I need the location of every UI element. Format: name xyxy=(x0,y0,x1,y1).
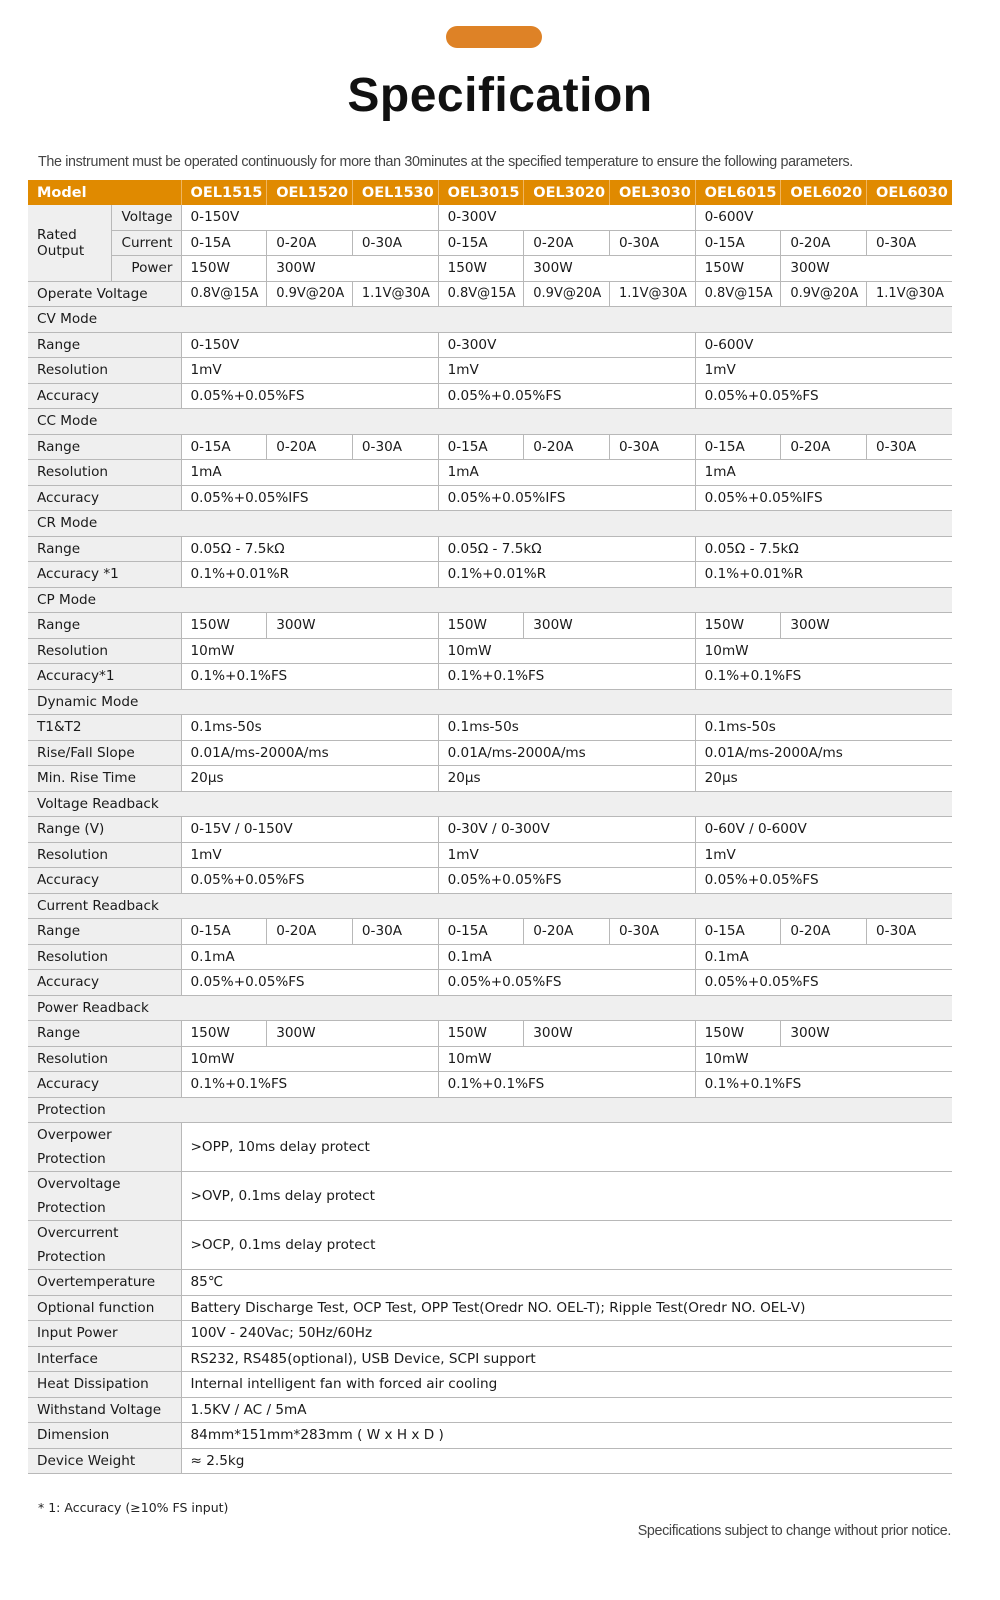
header-model: OEL6030 xyxy=(867,180,953,205)
row-label: Heat Dissipation xyxy=(28,1372,181,1398)
value-cell: 0.1%+0.1%FS xyxy=(438,664,695,690)
footnote: * 1: Accuracy (≥10% FS input) xyxy=(38,1500,229,1515)
value-cell: RS232, RS485(optional), USB Device, SCPI support xyxy=(181,1346,952,1372)
row-label: Range xyxy=(28,332,181,358)
row-sublabel: Current xyxy=(111,230,181,256)
value-cell: 0-30A xyxy=(867,434,953,460)
value-cell: 0-20A xyxy=(781,434,867,460)
value-cell: 0.9V@20A xyxy=(267,281,353,307)
row-label: Resolution xyxy=(28,944,181,970)
row-label: Accuracy*1 xyxy=(28,664,181,690)
value-cell: 0-30A xyxy=(352,230,438,256)
value-cell: 300W xyxy=(267,613,438,639)
value-cell: 0.05%+0.05%FS xyxy=(181,868,438,894)
value-cell: 1mV xyxy=(438,358,695,384)
value-cell: 0-300V xyxy=(438,332,695,358)
protection-ovp-row xyxy=(28,1172,952,1221)
cp-resolution-row xyxy=(28,638,952,664)
value-cell: 20μs xyxy=(438,766,695,792)
general-row xyxy=(28,1346,952,1372)
value-cell: 0.05%+0.05%FS xyxy=(181,383,438,409)
value-cell: 100V - 240Vac; 50Hz/60Hz xyxy=(181,1321,952,1347)
value-cell: 1mA xyxy=(438,460,695,486)
row-label: Input Power xyxy=(28,1321,181,1347)
value-cell: 10mW xyxy=(181,1046,438,1072)
value-cell: 150W xyxy=(181,613,267,639)
value-cell: 10mW xyxy=(181,638,438,664)
rated-voltage-row xyxy=(28,205,952,230)
value-cell: 0.05%+0.05%FS xyxy=(695,383,952,409)
pr-accuracy-row xyxy=(28,1072,952,1098)
row-label: Range xyxy=(28,613,181,639)
value-cell: 0-20A xyxy=(524,230,610,256)
value-cell: 0.05%+0.05%IFS xyxy=(181,485,438,511)
cr2-resolution-row xyxy=(28,944,952,970)
vr-accuracy-row xyxy=(28,868,952,894)
section-title: Dynamic Mode xyxy=(28,689,952,715)
value-cell: 85℃ xyxy=(181,1270,952,1296)
value-cell: 1.1V@30A xyxy=(352,281,438,307)
general-row xyxy=(28,1295,952,1321)
footer-note: Specifications subject to change without prior notice. xyxy=(637,1523,951,1539)
section-title: Voltage Readback xyxy=(28,791,952,817)
value-cell: 0-15A xyxy=(181,230,267,256)
value-cell: 0.05%+0.05%FS xyxy=(438,383,695,409)
general-row xyxy=(28,1397,952,1423)
value-cell: 1mV xyxy=(181,358,438,384)
row-label: Accuracy xyxy=(28,485,181,511)
value-cell: >OVP, 0.1ms delay protect xyxy=(181,1172,952,1221)
value-cell: 0.05%+0.05%FS xyxy=(695,868,952,894)
row-label: Min. Rise Time xyxy=(28,766,181,792)
section-dynamic-mode xyxy=(28,689,952,715)
value-cell: 84mm*151mm*283mm ( W x H x D ) xyxy=(181,1423,952,1449)
cr-range-row xyxy=(28,536,952,562)
value-cell: 0-600V xyxy=(695,332,952,358)
value-cell: 0-30A xyxy=(352,919,438,945)
row-label: Range xyxy=(28,536,181,562)
value-cell: 150W xyxy=(695,1021,781,1047)
value-cell: 0.1%+0.01%R xyxy=(438,562,695,588)
value-cell: 0-15A xyxy=(181,434,267,460)
value-cell: 0.8V@15A xyxy=(181,281,267,307)
value-cell: 0-30A xyxy=(609,919,695,945)
value-cell: 1.5KV / AC / 5mA xyxy=(181,1397,952,1423)
section-title: Power Readback xyxy=(28,995,952,1021)
section-voltage-readback xyxy=(28,791,952,817)
value-cell: 0-150V xyxy=(181,205,438,230)
header-model: OEL1515 xyxy=(181,180,267,205)
value-cell: 20μs xyxy=(181,766,438,792)
value-cell: 0-60V / 0-600V xyxy=(695,817,952,843)
value-cell: 10mW xyxy=(695,1046,952,1072)
value-cell: 1mV xyxy=(695,358,952,384)
value-cell: 0-15A xyxy=(438,230,524,256)
value-cell: 0.1%+0.1%FS xyxy=(181,664,438,690)
value-cell: 0.05Ω - 7.5kΩ xyxy=(695,536,952,562)
value-cell: 300W xyxy=(267,256,438,282)
section-title: CP Mode xyxy=(28,587,952,613)
vr-range-row xyxy=(28,817,952,843)
value-cell: 0-15A xyxy=(695,434,781,460)
value-cell: 0.1%+0.01%R xyxy=(181,562,438,588)
row-label: Accuracy xyxy=(28,1072,181,1098)
section-title: CC Mode xyxy=(28,409,952,435)
value-cell: 0.05Ω - 7.5kΩ xyxy=(181,536,438,562)
value-cell: 0.1%+0.1%FS xyxy=(181,1072,438,1098)
value-cell: 150W xyxy=(438,256,524,282)
row-label: Operate Voltage xyxy=(28,281,181,307)
cc-resolution-row xyxy=(28,460,952,486)
value-cell: 300W xyxy=(524,1021,695,1047)
pr-range-row xyxy=(28,1021,952,1047)
value-cell: 0.1ms-50s xyxy=(695,715,952,741)
header-model: OEL6015 xyxy=(695,180,781,205)
section-current-readback xyxy=(28,893,952,919)
value-cell: 0-20A xyxy=(267,434,353,460)
value-cell: 1mA xyxy=(695,460,952,486)
value-cell: 150W xyxy=(438,1021,524,1047)
value-cell: 150W xyxy=(438,613,524,639)
value-cell: Battery Discharge Test, OCP Test, OPP Test(Oredr NO. OEL-T); Ripple Test(Oredr NO. OEL-V) xyxy=(181,1295,952,1321)
value-cell: 0.05Ω - 7.5kΩ xyxy=(438,536,695,562)
rated-output-label: Rated Output xyxy=(28,205,111,281)
value-cell: 0.1mA xyxy=(181,944,438,970)
value-cell: 300W xyxy=(781,256,952,282)
value-cell: 1mV xyxy=(438,842,695,868)
row-label: Optional function xyxy=(28,1295,181,1321)
value-cell: ≈ 2.5kg xyxy=(181,1448,952,1474)
section-power-readback xyxy=(28,995,952,1021)
value-cell: 300W xyxy=(524,613,695,639)
intro-text: The instrument must be operated continuously for more than 30minutes at the specified temperature to ensure the following parameters. xyxy=(38,154,853,170)
cv-range-row xyxy=(28,332,952,358)
header-model-label: Model xyxy=(28,180,181,205)
row-label: Dimension xyxy=(28,1423,181,1449)
value-cell: 0-30A xyxy=(867,919,953,945)
row-label: Overcurrent Protection xyxy=(28,1221,181,1270)
row-label: Range xyxy=(28,434,181,460)
value-cell: 0.8V@15A xyxy=(695,281,781,307)
value-cell: 0.1%+0.1%FS xyxy=(695,664,952,690)
cc-accuracy-row xyxy=(28,485,952,511)
value-cell: 0.05%+0.05%IFS xyxy=(695,485,952,511)
row-label: Withstand Voltage xyxy=(28,1397,181,1423)
section-cv-mode xyxy=(28,307,952,333)
value-cell: 0.1%+0.01%R xyxy=(695,562,952,588)
cp-accuracy-row xyxy=(28,664,952,690)
value-cell: 0-20A xyxy=(267,919,353,945)
value-cell: Internal intelligent fan with forced air cooling xyxy=(181,1372,952,1398)
cc-range-row xyxy=(28,434,952,460)
section-cc-mode xyxy=(28,409,952,435)
cv-resolution-row xyxy=(28,358,952,384)
value-cell: 0.1ms-50s xyxy=(438,715,695,741)
value-cell: 300W xyxy=(781,613,952,639)
value-cell: 0.9V@20A xyxy=(781,281,867,307)
value-cell: >OCP, 0.1ms delay protect xyxy=(181,1221,952,1270)
section-title: Current Readback xyxy=(28,893,952,919)
rated-power-row xyxy=(28,256,952,282)
value-cell: 1.1V@30A xyxy=(609,281,695,307)
value-cell: 0-20A xyxy=(524,434,610,460)
value-cell: 0.1%+0.1%FS xyxy=(695,1072,952,1098)
section-cp-mode xyxy=(28,587,952,613)
row-sublabel: Voltage xyxy=(111,205,181,230)
value-cell: 1.1V@30A xyxy=(867,281,953,307)
value-cell: 0.1mA xyxy=(438,944,695,970)
row-label: Resolution xyxy=(28,1046,181,1072)
value-cell: 1mA xyxy=(181,460,438,486)
rated-current-row xyxy=(28,230,952,256)
value-cell: 10mW xyxy=(438,1046,695,1072)
row-label: Resolution xyxy=(28,358,181,384)
section-title: CV Mode xyxy=(28,307,952,333)
header-model: OEL1520 xyxy=(267,180,353,205)
value-cell: 0.9V@20A xyxy=(524,281,610,307)
value-cell: 0.05%+0.05%FS xyxy=(695,970,952,996)
value-cell: 300W xyxy=(781,1021,952,1047)
row-label: Accuracy xyxy=(28,868,181,894)
general-row xyxy=(28,1321,952,1347)
value-cell: 1mV xyxy=(695,842,952,868)
cr2-range-row xyxy=(28,919,952,945)
value-cell: 0-30A xyxy=(352,434,438,460)
row-label: Range xyxy=(28,1021,181,1047)
section-cr-mode xyxy=(28,511,952,537)
value-cell: 0-30A xyxy=(609,434,695,460)
value-cell: 0-30V / 0-300V xyxy=(438,817,695,843)
value-cell: 0-600V xyxy=(695,205,952,230)
value-cell: >OPP, 10ms delay protect xyxy=(181,1123,952,1172)
value-cell: 0.05%+0.05%FS xyxy=(181,970,438,996)
row-label: Overpower Protection xyxy=(28,1123,181,1172)
general-row xyxy=(28,1270,952,1296)
vr-resolution-row xyxy=(28,842,952,868)
cr-accuracy-row xyxy=(28,562,952,588)
value-cell: 0.1ms-50s xyxy=(181,715,438,741)
value-cell: 20μs xyxy=(695,766,952,792)
value-cell: 10mW xyxy=(438,638,695,664)
value-cell: 0.01A/ms-2000A/ms xyxy=(181,740,438,766)
spec-table xyxy=(28,180,952,1474)
general-row xyxy=(28,1423,952,1449)
general-row xyxy=(28,1448,952,1474)
row-label: Rise/Fall Slope xyxy=(28,740,181,766)
section-title: Protection xyxy=(28,1097,952,1123)
value-cell: 0-20A xyxy=(524,919,610,945)
cp-range-row xyxy=(28,613,952,639)
row-label: Accuracy *1 xyxy=(28,562,181,588)
section-title: CR Mode xyxy=(28,511,952,537)
value-cell: 300W xyxy=(524,256,695,282)
value-cell: 0-15A xyxy=(695,919,781,945)
row-label: T1&T2 xyxy=(28,715,181,741)
value-cell: 0-30A xyxy=(609,230,695,256)
row-label: Overtemperature xyxy=(28,1270,181,1296)
value-cell: 0.1%+0.1%FS xyxy=(438,1072,695,1098)
value-cell: 0-15A xyxy=(438,919,524,945)
value-cell: 0.01A/ms-2000A/ms xyxy=(438,740,695,766)
row-label: Accuracy xyxy=(28,383,181,409)
dynamic-t1t2-row xyxy=(28,715,952,741)
value-cell: 0-300V xyxy=(438,205,695,230)
decorative-pill xyxy=(446,26,542,48)
header-model: OEL3015 xyxy=(438,180,524,205)
value-cell: 150W xyxy=(181,256,267,282)
row-label: Range (V) xyxy=(28,817,181,843)
operate-voltage-row xyxy=(28,281,952,307)
row-label: Resolution xyxy=(28,460,181,486)
row-sublabel: Power xyxy=(111,256,181,282)
value-cell: 0.05%+0.05%FS xyxy=(438,868,695,894)
value-cell: 150W xyxy=(695,613,781,639)
row-label: Resolution xyxy=(28,842,181,868)
value-cell: 0.05%+0.05%FS xyxy=(438,970,695,996)
value-cell: 0-20A xyxy=(267,230,353,256)
dynamic-slope-row xyxy=(28,740,952,766)
protection-ocp-row xyxy=(28,1221,952,1270)
value-cell: 0-15A xyxy=(181,919,267,945)
value-cell: 0-20A xyxy=(781,230,867,256)
value-cell: 0-20A xyxy=(781,919,867,945)
pr-resolution-row xyxy=(28,1046,952,1072)
protection-opp-row xyxy=(28,1123,952,1172)
value-cell: 150W xyxy=(695,256,781,282)
section-protection xyxy=(28,1097,952,1123)
value-cell: 0.01A/ms-2000A/ms xyxy=(695,740,952,766)
value-cell: 1mV xyxy=(181,842,438,868)
general-row xyxy=(28,1372,952,1398)
page-title: Specification xyxy=(347,69,653,122)
row-label: Interface xyxy=(28,1346,181,1372)
value-cell: 0.8V@15A xyxy=(438,281,524,307)
value-cell: 0-15A xyxy=(438,434,524,460)
header-row xyxy=(28,180,952,205)
cr2-accuracy-row xyxy=(28,970,952,996)
row-label: Device Weight xyxy=(28,1448,181,1474)
row-label: Range xyxy=(28,919,181,945)
header-model: OEL1530 xyxy=(352,180,438,205)
header-model: OEL6020 xyxy=(781,180,867,205)
row-label: Resolution xyxy=(28,638,181,664)
row-label: Overvoltage Protection xyxy=(28,1172,181,1221)
cv-accuracy-row xyxy=(28,383,952,409)
value-cell: 0-150V xyxy=(181,332,438,358)
row-label: Accuracy xyxy=(28,970,181,996)
header-model: OEL3030 xyxy=(609,180,695,205)
value-cell: 0-15V / 0-150V xyxy=(181,817,438,843)
value-cell: 0-15A xyxy=(695,230,781,256)
value-cell: 150W xyxy=(181,1021,267,1047)
header-model: OEL3020 xyxy=(524,180,610,205)
value-cell: 300W xyxy=(267,1021,438,1047)
dynamic-rise-row xyxy=(28,766,952,792)
value-cell: 0.05%+0.05%IFS xyxy=(438,485,695,511)
value-cell: 0.1mA xyxy=(695,944,952,970)
value-cell: 0-30A xyxy=(867,230,953,256)
value-cell: 10mW xyxy=(695,638,952,664)
